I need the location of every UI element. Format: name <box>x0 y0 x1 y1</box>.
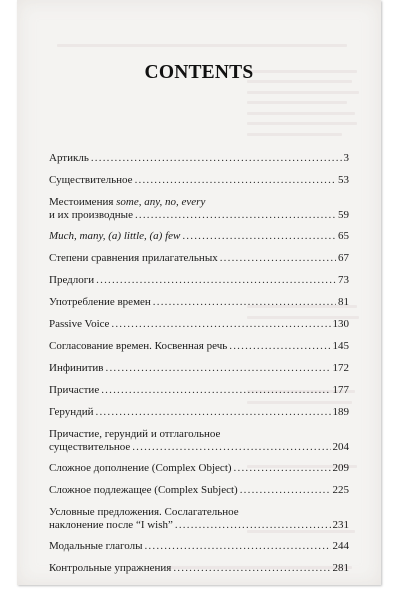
toc-entry-label: Согласование времен. Косвенная речь <box>49 340 228 352</box>
toc-entry <box>49 362 349 375</box>
toc-entry <box>49 340 349 353</box>
toc-entry-page: 281 <box>332 562 349 574</box>
leader-dots <box>101 384 330 397</box>
toc-entry <box>49 484 349 497</box>
toc-entry-label-line1: Условные предложения. Сослагательное <box>49 506 239 518</box>
toc-entry <box>49 428 349 454</box>
toc-entry-page: 53 <box>338 174 349 186</box>
toc-entry-label-line1: Местоимения some, any, no, every <box>49 196 206 208</box>
toc-entry-label: Существительное <box>49 174 133 186</box>
toc-entry-label: Сложное дополнение (Complex Object) <box>49 462 232 474</box>
leader-dots <box>106 362 331 375</box>
toc-entry-page: 244 <box>332 540 349 552</box>
table-of-contents <box>49 152 349 584</box>
toc-entry-label: Контрольные упражнения <box>49 562 172 574</box>
toc-entry-page: 130 <box>332 318 349 330</box>
toc-entry-label: Модальные глаголы <box>49 540 143 552</box>
leader-dots <box>135 209 336 222</box>
leader-dots <box>144 540 330 553</box>
toc-entry-label: Инфинитив <box>49 362 104 374</box>
toc-entry-page: 209 <box>332 462 349 474</box>
book-page <box>17 0 381 585</box>
toc-entry-page: 204 <box>332 441 349 453</box>
toc-entry-page: 225 <box>332 484 349 496</box>
toc-entry <box>49 230 349 243</box>
leader-dots <box>234 462 331 475</box>
toc-entry-label-line2: и их производные <box>49 209 133 221</box>
toc-entry-label-line2: наклонение после “I wish” <box>49 519 173 531</box>
toc-entry-label-line1: Причастие, герундий и отглагольное <box>49 428 221 440</box>
toc-entry-page: 81 <box>338 296 349 308</box>
leader-dots <box>240 484 331 497</box>
toc-entry-page: 59 <box>338 209 349 221</box>
toc-entry-label: Герундий <box>49 406 94 418</box>
toc-entry-label: Употребление времен <box>49 296 151 308</box>
toc-entry-label: Степени сравнения прилагательных <box>49 252 218 264</box>
leader-dots <box>153 296 336 309</box>
toc-entry <box>49 174 349 187</box>
toc-entry-page: 231 <box>332 519 349 531</box>
leader-dots <box>91 152 342 165</box>
toc-entry-label: Much, many, (a) little, (a) few <box>49 230 181 242</box>
toc-entry <box>49 406 349 419</box>
toc-entry-page: 145 <box>332 340 349 352</box>
leader-dots <box>220 252 336 265</box>
leader-dots <box>182 230 336 243</box>
toc-entry <box>49 562 349 575</box>
toc-entry <box>49 506 349 532</box>
leader-dots <box>135 174 336 187</box>
toc-entry-page: 67 <box>338 252 349 264</box>
leader-dots <box>132 441 330 454</box>
toc-entry <box>49 462 349 475</box>
leader-dots <box>173 562 330 575</box>
toc-entry <box>49 252 349 265</box>
toc-entry <box>49 540 349 553</box>
toc-entry <box>49 318 349 331</box>
toc-entry-label: Предлоги <box>49 274 95 286</box>
toc-entry-label-line2: существительное <box>49 441 131 453</box>
toc-entry <box>49 274 349 287</box>
leader-dots <box>111 318 330 331</box>
toc-entry-page: 172 <box>332 362 349 374</box>
toc-entry-page: 65 <box>338 230 349 242</box>
toc-entry-page: 3 <box>343 152 349 164</box>
leader-dots <box>229 340 330 353</box>
toc-entry-label: Артикль <box>49 152 89 164</box>
page-title: CONTENTS <box>144 62 254 83</box>
toc-entry-label: Passive Voice <box>49 318 110 330</box>
toc-entry-page: 177 <box>332 384 349 396</box>
toc-entry <box>49 296 349 309</box>
toc-entry-page: 189 <box>332 406 349 418</box>
toc-entry <box>49 152 349 165</box>
toc-entry-italic: some, any, no, every <box>116 196 206 208</box>
toc-entry-page: 73 <box>338 274 349 286</box>
toc-entry <box>49 384 349 397</box>
leader-dots <box>96 406 331 419</box>
toc-entry-label: Причастие <box>49 384 100 396</box>
leader-dots <box>175 519 331 532</box>
toc-entry-label: Сложное подлежащее (Complex Subject) <box>49 484 238 496</box>
leader-dots <box>96 274 336 287</box>
toc-entry <box>49 196 349 222</box>
